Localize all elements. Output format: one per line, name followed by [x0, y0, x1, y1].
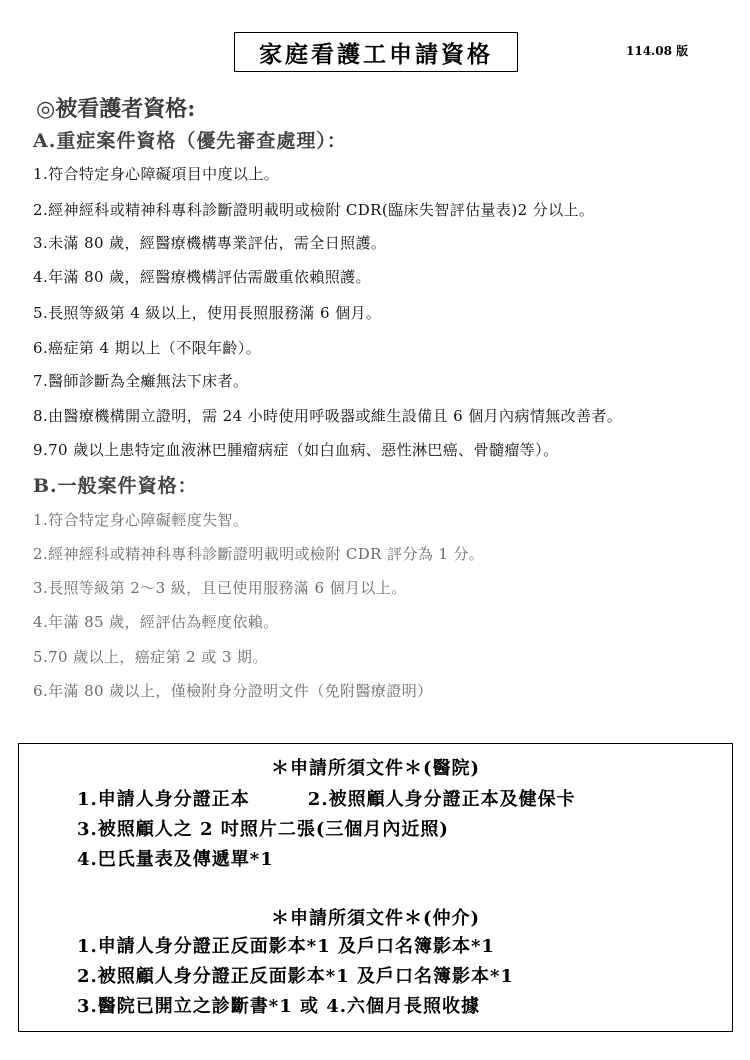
group-b-item: 1.符合特定身心障礙輕度失智。 [33, 511, 249, 529]
hospital-doc-item: 2.被照顧人身分證正本及健保卡 [307, 789, 576, 810]
hospital-doc-item: 3.被照顧人之 2 吋照片二張(三個月內近照) [77, 819, 449, 840]
version-label: 114.08 版 [626, 44, 689, 58]
agency-doc-item: 3.醫院已開立之診斷書*1 或 4.六個月長照收據 [77, 996, 481, 1017]
group-b-item: 4.年滿 85 歲，經評估為輕度依賴。 [33, 613, 279, 631]
group-a-item: 2.經神經科或精神科專科診斷證明載明或檢附 CDR(臨床失智評估量表)2 分以上。 [33, 201, 595, 219]
group-b-item: 6.年滿 80 歲以上，僅檢附身分證明文件（免附醫療證明） [33, 682, 433, 700]
hospital-doc-item: 1.申請人身分證正本 [77, 789, 250, 810]
group-a-item: 1.符合特定身心障礙項目中度以上。 [33, 165, 280, 183]
agency-doc-item: 2.被照顧人身分證正反面影本*1 及戶口名簿影本*1 [77, 966, 514, 987]
group-b-heading: B.一般案件資格： [33, 475, 198, 497]
required-documents-box [18, 743, 733, 1032]
group-b-item: 3.長照等級第 2～3 級，且已使用服務滿 6 個月以上。 [33, 579, 407, 597]
group-a-item: 9.70 歲以上患特定血液淋巴腫瘤病症（如白血病、惡性淋巴癌、骨髓瘤等）。 [33, 441, 559, 459]
group-a-item: 8.由醫療機構開立證明，需 24 小時使用呼吸器或維生設備且 6 個月內病情無改善者。 [33, 407, 623, 425]
agency-doc-item: 1.申請人身分證正反面影本*1 及戶口名簿影本*1 [77, 936, 495, 957]
group-a-item: 6.癌症第 4 期以上（不限年齡）。 [33, 339, 262, 357]
section-title: ◎被看護者資格: [36, 96, 196, 122]
hospital-docs-line [77, 785, 576, 811]
agency-docs-heading: ＊申請所須文件＊(仲介) [270, 908, 481, 929]
group-a-item: 7.醫師診斷為全癱無法下床者。 [33, 372, 249, 390]
group-a-heading: A.重症案件資格（優先審查處理）： [33, 130, 347, 152]
page-title: 家庭看護工申請資格 [234, 32, 518, 72]
hospital-doc-item: 4.巴氏量表及傳遞單*1 [77, 849, 274, 870]
group-b-item: 5.70 歲以上，癌症第 2 或 3 期。 [33, 648, 268, 666]
group-a-item: 5.長照等級第 4 級以上，使用長照服務滿 6 個月。 [33, 304, 382, 322]
group-a-item: 3.未滿 80 歲，經醫療機構專業評估，需全日照護。 [33, 234, 387, 252]
group-b-item: 2.經神經科或精神科專科診斷證明載明或檢附 CDR 評分為 1 分。 [33, 545, 485, 563]
group-a-item: 4.年滿 80 歲，經醫療機構評估需嚴重依賴照護。 [33, 268, 371, 286]
hospital-docs-heading: ＊申請所須文件＊(醫院) [270, 758, 481, 779]
